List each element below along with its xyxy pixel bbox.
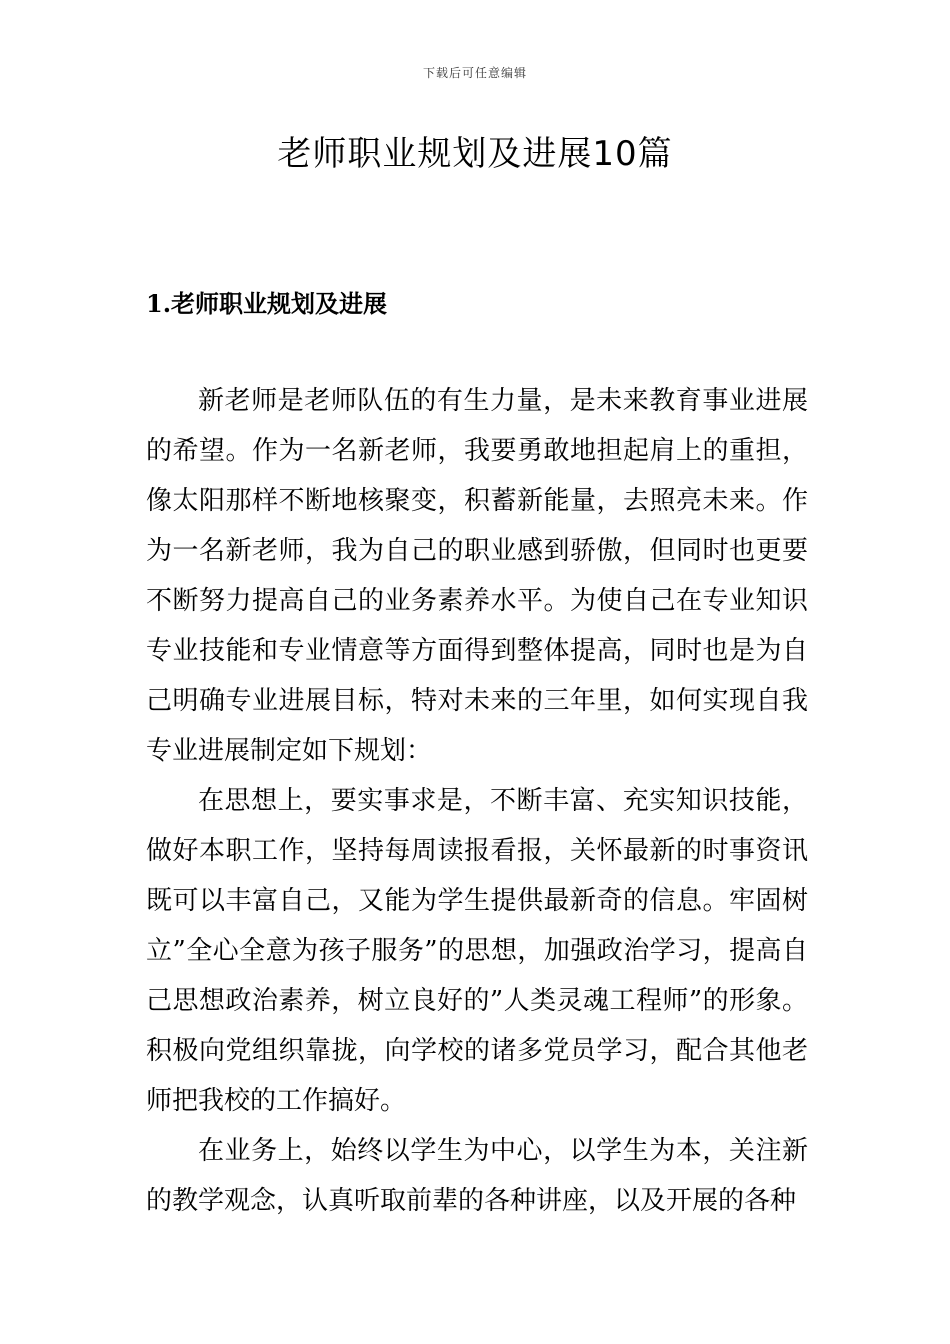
paragraph: 在业务上，始终以学生为中心，以学生为本，关注新的教学观念，认真听取前辈的各种讲座，以及开展的各种 [146, 1136, 808, 1216]
header-note: 下载后可任意编辑 [422, 66, 527, 80]
paragraph: 新老师是老师队伍的有生力量，是未来教育事业进展的希望。作为一名新老师，我要勇敢地担起肩上的重担，像太阳那样不断地核聚变，积蓄新能量，去照亮未来。作为一名新老师，我为自己的职业感到骄傲，但同时也更要不断努力提高自己的业务素养水平。为使自己在专业知识专业技能和专业情意等方面得到整体提高，同时也是为自己明确专业进展目标，特对未来的三年里，如何实现自我专业进展制定如下规划： [146, 386, 808, 766]
body-text [146, 376, 808, 1226]
paragraph: 在思想上，要实事求是，不断丰富、充实知识技能，做好本职工作，坚持每周读报看报，关怀最新的时事资讯既可以丰富自己，又能为学生提供最新奇的信息。牢固树立”全心全意为孩子服务”的思想，加强政治学习，提高自己思想政治素养，树立良好的”人类灵魂工程师”的形象。积极向党组织靠拢，向学校的诸多党员学习，配合其他老师把我校的工作搞好。 [146, 786, 808, 1116]
section-heading: 1.老师职业规划及进展 [146, 289, 388, 318]
document-title: 老师职业规划及进展10篇 [277, 134, 673, 174]
